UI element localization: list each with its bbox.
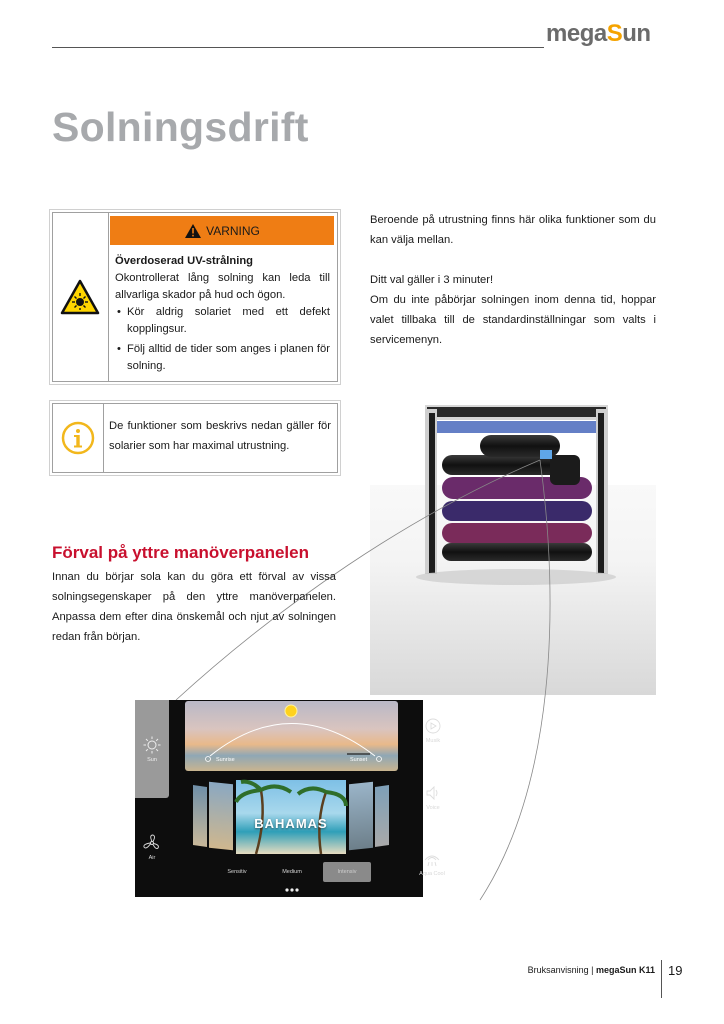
cover-right-2[interactable] xyxy=(375,785,389,847)
info-icon xyxy=(61,421,95,455)
section-text: Innan du börjar sola kan du göra ett förval av vissa solningsegenskaper på den yttre manöverpanelen. Anpassa dem efter dina önskemål och njut av solningen redan från början. xyxy=(52,571,336,643)
warning-text: Okontrollerat lång solning kan leda till allvarliga skador på hud och ögon. xyxy=(115,272,330,301)
header-rule xyxy=(52,47,544,48)
right-paragraph-1: Beroende på utrustning finns här olika funktioner som du kan välja mellan. xyxy=(370,214,656,246)
cover-title: BAHAMAS xyxy=(254,816,328,831)
uv-radiation-warning-icon xyxy=(60,279,100,315)
mode-intensiv: Intensiv xyxy=(337,869,357,875)
right-paragraph-2-line-1: Ditt val gäller i 3 minuter! xyxy=(370,274,494,286)
aqua-cool-label: Aqua Cool xyxy=(419,871,445,877)
brand-logo: megaSun xyxy=(546,20,651,47)
warning-triangle-icon xyxy=(184,223,202,239)
music-icon[interactable] xyxy=(425,718,441,734)
sunset-icon xyxy=(374,754,384,764)
warning-icon-cell xyxy=(53,213,109,381)
air-label: Air xyxy=(148,855,156,861)
cover-right-1[interactable] xyxy=(349,782,373,851)
voice-icon[interactable] xyxy=(425,785,441,801)
footer-text xyxy=(490,965,655,975)
warning-bullet: • Följ alltid de tider som anges i planen för solning. xyxy=(115,341,330,375)
page-number: 19 xyxy=(668,963,683,978)
cover-left-1[interactable] xyxy=(209,782,233,851)
sun-label: Sun xyxy=(147,757,157,763)
cover-bahamas[interactable] xyxy=(236,780,346,854)
section-heading: Förval på yttre manöverpanelen xyxy=(52,543,309,562)
info-text: De funktioner som beskrivs nedan gäller för solarier som har maximal utrustning. xyxy=(109,420,331,452)
right-paragraph-2-line-2: Om du inte påbörjar solningen inom denna tid, hoppar valet tillbaka till de standardinställningar som valts i servicemenyn. xyxy=(370,294,656,346)
more-dots-icon[interactable] xyxy=(285,888,299,892)
warning-list xyxy=(115,304,330,375)
right-column xyxy=(370,210,656,370)
sun-tab[interactable] xyxy=(135,700,169,798)
mode-intensiv-button[interactable] xyxy=(323,862,371,882)
footer-rule xyxy=(661,960,662,998)
sky-scene xyxy=(185,701,398,771)
warning-bullet: • Kör aldrig solariet med ett defekt kopplingsur. xyxy=(115,304,330,338)
footer-manual: Bruksanvisning | xyxy=(527,965,596,975)
warning-body xyxy=(115,253,330,378)
voice-label: Voice xyxy=(426,805,440,811)
mode-medium[interactable]: Medium xyxy=(282,869,302,875)
info-icon-cell xyxy=(53,404,104,472)
music-label: Musik xyxy=(425,738,441,744)
warning-box xyxy=(52,212,338,382)
sunset-label: Sunset xyxy=(350,757,368,763)
warning-header xyxy=(110,216,334,245)
footer-product: megaSun K11 xyxy=(595,965,655,975)
cover-left-2[interactable] xyxy=(193,785,207,847)
sunrise-icon xyxy=(203,754,213,764)
sunrise-label: Sunrise xyxy=(216,757,235,763)
warning-heading: Överdoserad UV-strålning xyxy=(115,255,254,267)
page-title: Solningsdrift xyxy=(52,104,309,150)
control-panel-screen xyxy=(135,700,445,897)
sun-icon xyxy=(143,736,161,754)
aqua-cool-icon[interactable] xyxy=(423,850,441,868)
mode-sensitiv[interactable]: Sensitiv xyxy=(227,869,247,875)
fan-icon[interactable] xyxy=(143,834,161,852)
warning-label: VARNING xyxy=(206,223,260,238)
